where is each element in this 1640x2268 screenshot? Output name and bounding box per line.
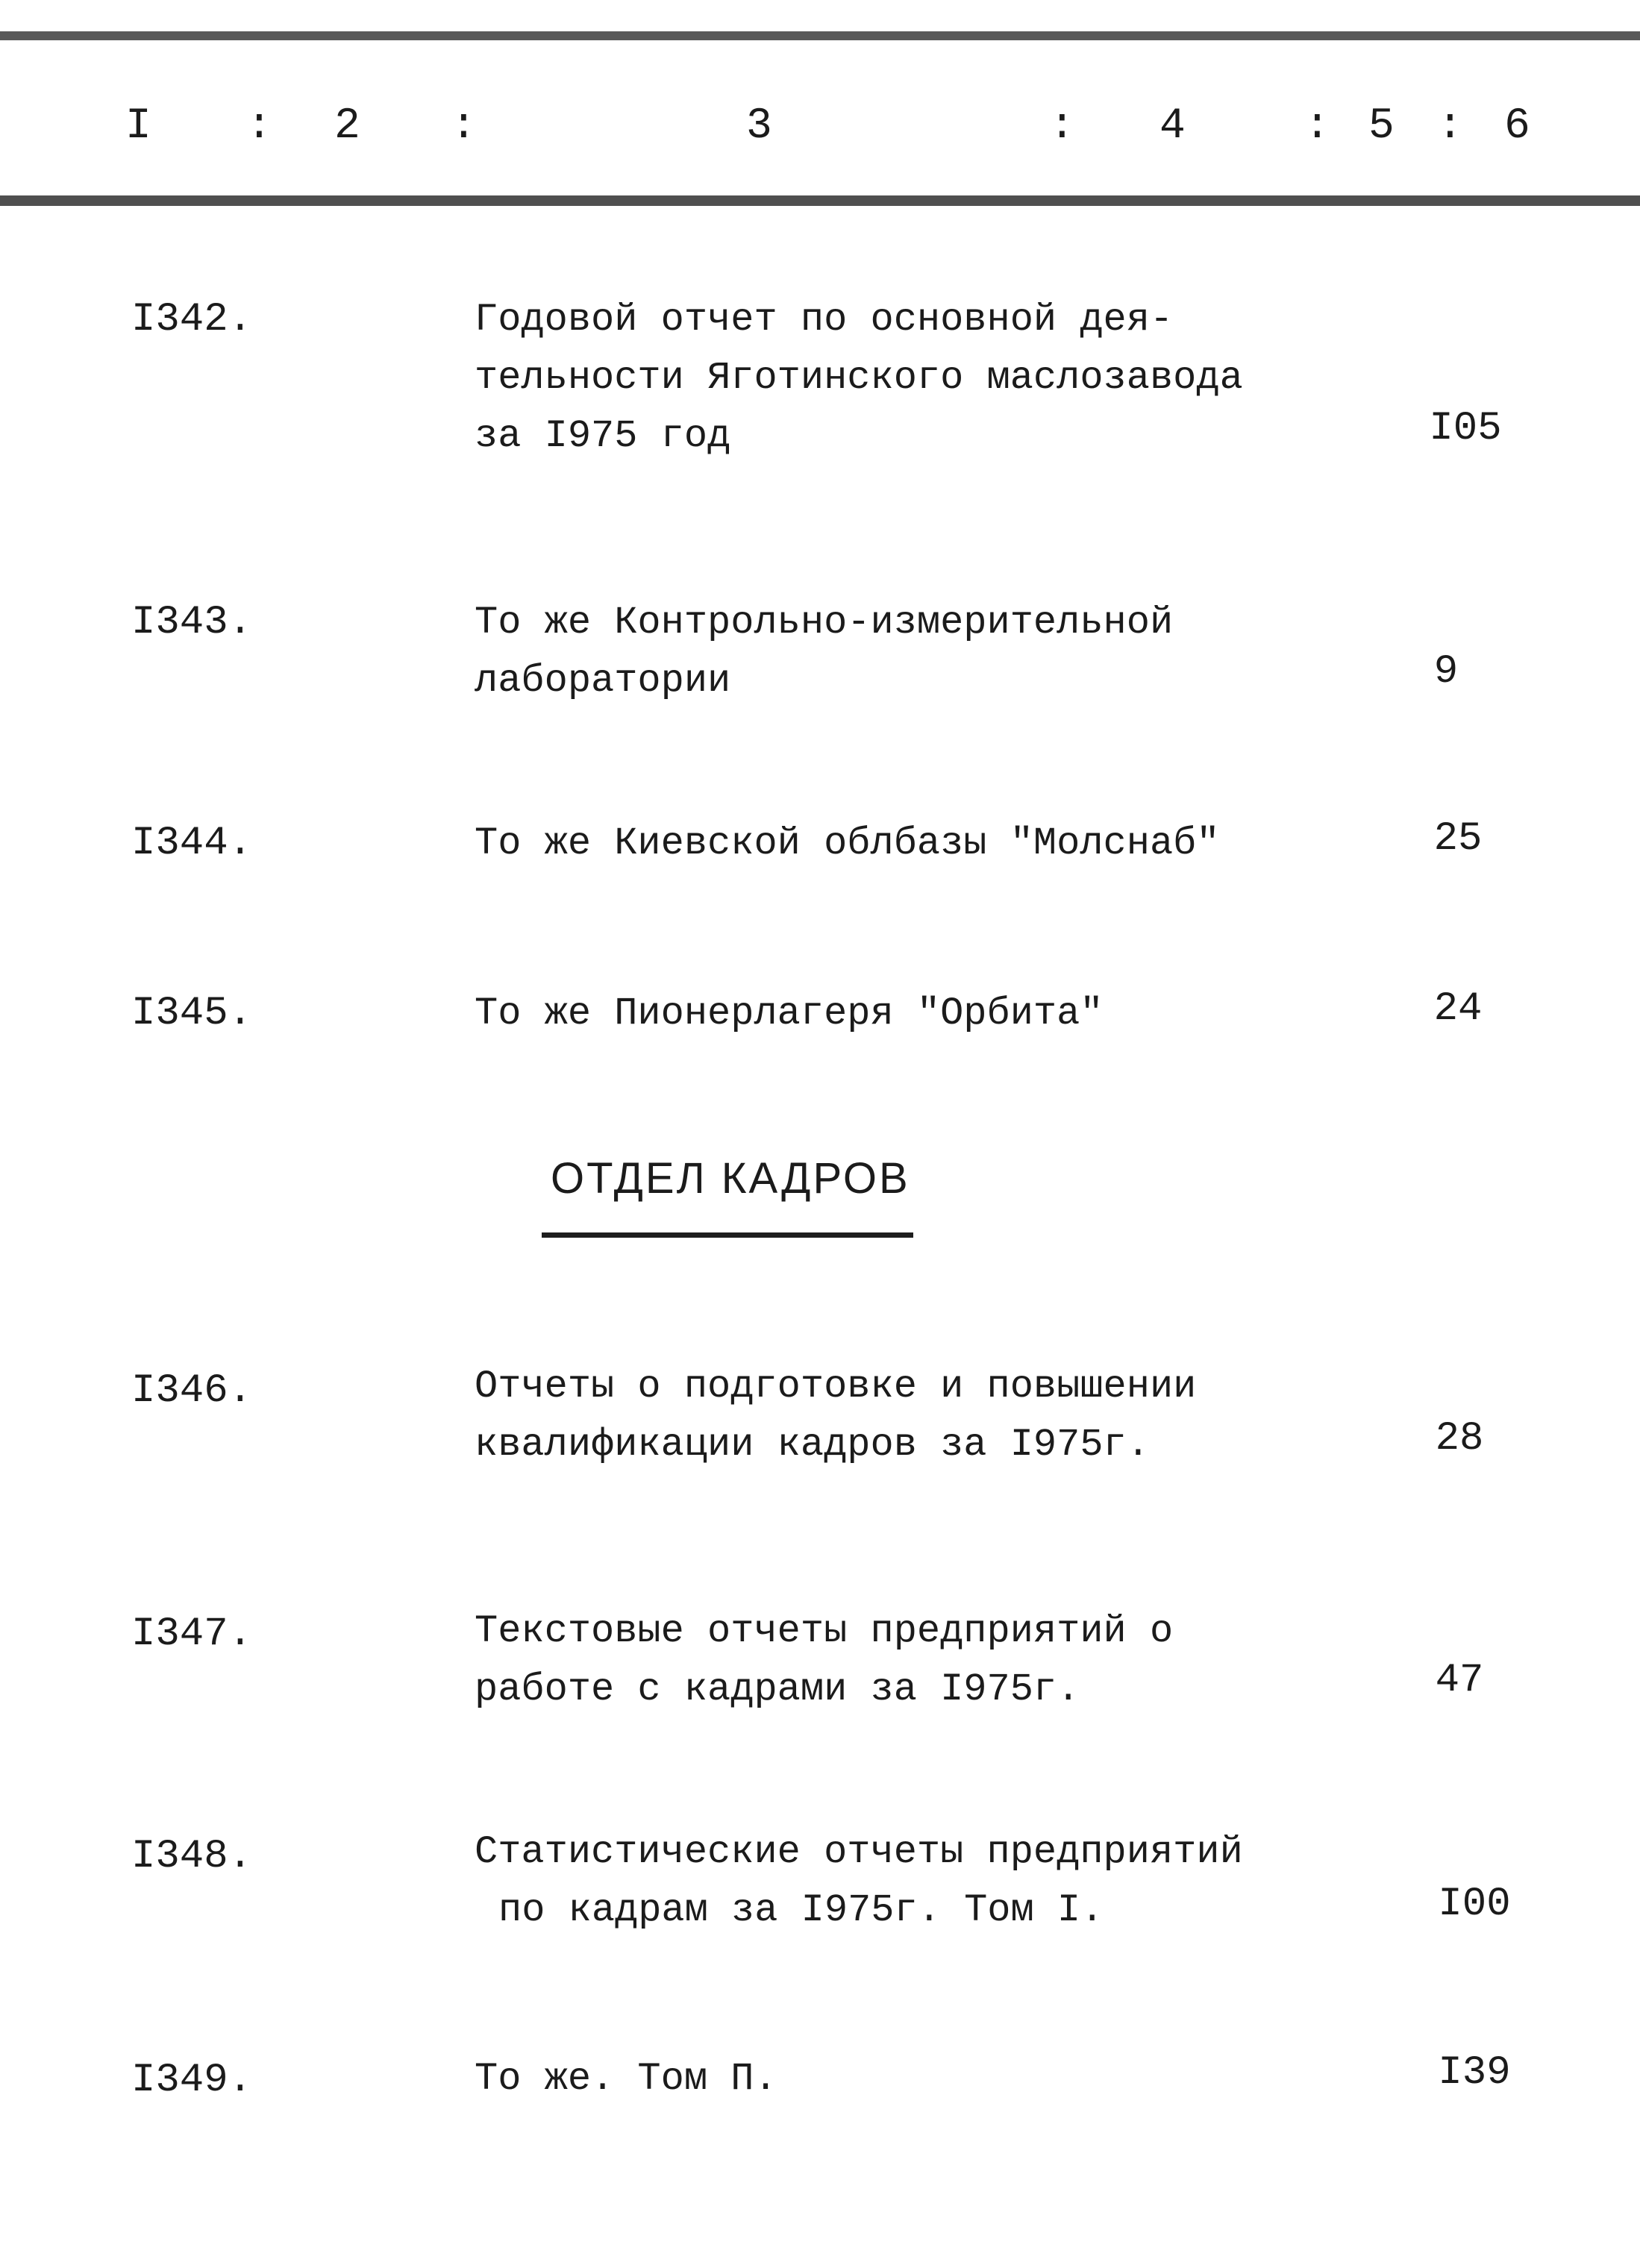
entry-title-line: тельности Яготинского маслозавода [475, 356, 1243, 400]
entry-number: I348. [131, 1834, 253, 1879]
entry-title [475, 1358, 1318, 1474]
entry-title [475, 815, 1318, 873]
entry-number: I346. [131, 1368, 253, 1414]
column-separator: : [1304, 102, 1330, 151]
entry-title-line: То же. Том П. [475, 2057, 777, 2101]
entry-number: I343. [131, 600, 253, 645]
column-header-3: 3 [746, 102, 772, 151]
entry-title-line: Годовой отчет по основной дея- [475, 298, 1174, 342]
column-header-6: 6 [1504, 102, 1530, 151]
entry-title [475, 594, 1318, 710]
entry-sheet-count: I05 [1429, 406, 1502, 451]
entry-sheet-count: 28 [1435, 1416, 1484, 1462]
entry-title [475, 2050, 1318, 2108]
section-heading: ОТДЕЛ КАДРОВ [551, 1154, 910, 1203]
entry-number: I349. [131, 2058, 253, 2103]
column-separator: : [246, 102, 272, 151]
entry-title-line: Отчеты о подготовке и повышении [475, 1365, 1197, 1409]
entry-sheet-count: I00 [1438, 1882, 1511, 1927]
column-separator: : [1437, 102, 1463, 151]
entry-number: I345. [131, 991, 253, 1036]
entry-title-line: То же Контрольно-измерительной [475, 601, 1174, 645]
column-separator: : [451, 102, 477, 151]
entry-number: I342. [131, 297, 253, 342]
entry-title-line: То же Пионерлагеря "Орбита" [475, 992, 1104, 1036]
header-bottom-rule [0, 195, 1640, 206]
entry-title-line: за I975 год [475, 414, 731, 458]
entry-sheet-count: 9 [1433, 649, 1459, 695]
entry-title [475, 1823, 1318, 1940]
entry-sheet-count: 25 [1433, 816, 1483, 862]
entry-sheet-count: 24 [1433, 986, 1483, 1032]
column-header-4: 4 [1159, 102, 1186, 151]
entry-title-line: работе с кадрами за I975г. [475, 1667, 1080, 1711]
entry-title-line: То же Киевской облбазы "Молснаб" [475, 821, 1220, 865]
entry-title [475, 1603, 1318, 1719]
column-header-2: 2 [334, 102, 360, 151]
entry-title-line: квалификации кадров за I975г. [475, 1423, 1150, 1467]
entry-title-line: Статистические отчеты предприятий [475, 1830, 1243, 1874]
entry-title-line: Текстовые отчеты предприятий о [475, 1609, 1174, 1653]
section-underline [542, 1232, 913, 1238]
column-header-1: I [125, 102, 151, 151]
column-header-5: 5 [1368, 102, 1395, 151]
entry-title [475, 985, 1318, 1043]
entry-number: I344. [131, 821, 253, 866]
entry-title [475, 291, 1318, 466]
entry-title-line: по кадрам за I975г. Том I. [498, 1888, 1104, 1932]
entry-title-line: лаборатории [475, 659, 731, 703]
entry-number: I347. [131, 1611, 253, 1657]
entry-sheet-count: I39 [1438, 2050, 1511, 2096]
column-separator: : [1049, 102, 1075, 151]
header-top-rule [0, 31, 1640, 40]
entry-sheet-count: 47 [1435, 1658, 1484, 1703]
